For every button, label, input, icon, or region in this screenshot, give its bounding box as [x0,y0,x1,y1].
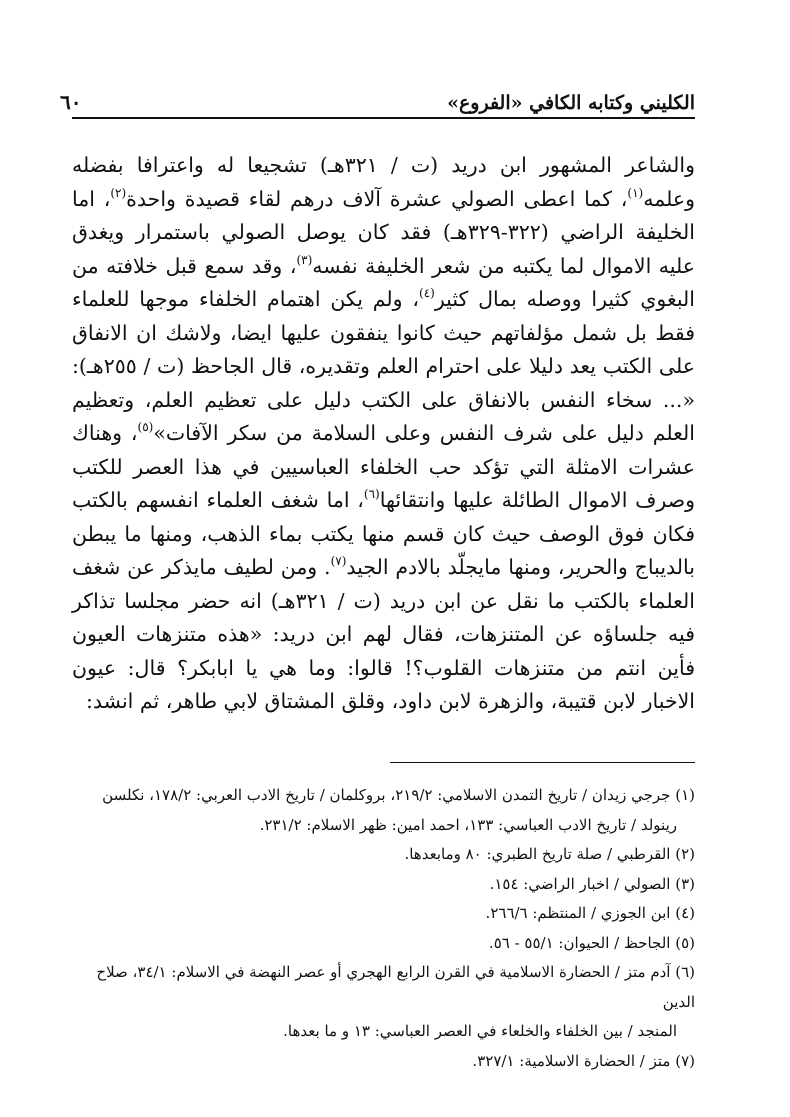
footnote-ref-5: (٥) [137,420,154,434]
footnote-ref-7: (٧) [330,554,347,568]
body-text-run: ، اما الخليفة الراضي (٣٢٢-٣٢٩هـ) فقد كان يوصل الصولي باستمرار ويغدق عليه الاموال لما يكتبه من شعر الخليفة نفسه [72,186,695,278]
footnote-ref-6: (٦) [363,487,380,501]
footnote-item [72,958,695,1047]
page-number: ٦٠ [60,90,82,114]
footnote-divider [390,762,695,763]
body-text-run: ، ولم يكن اهتمام الخلفاء موجها للعلماء فقط بل شمل مؤلفاتهم حيث كانوا ينفقون عليها ايضا، ولاشك ان الانفاق على الكتب يعد دليلا على احترام العلم وتقديره، قال الجاحظ (ت / ٢٥٥هـ): «... سخاء النفس بالانفاق على الكتب دليل على تعظيم العلم، وتعظيم العلم دليل على شرف النفس وعلى السلامة من سكر الآفات» [72,287,696,445]
footnote-ref-1: (١) [627,185,644,200]
footnote-list [72,781,695,1076]
body-text-run: ، كما اعطى الصولي عشرة آلاف درهم لقاء قصيدة واحدة [126,186,628,211]
body-text-run: . ومن لطيف مايذكر عن شغف العلماء بالكتب ما نقل عن ابن دريد (ت / ٣٢١هـ) انه حضر مجلسا تذاكر فيه جلساؤه عن المتنزهات، فقال لهم ابن دريد: «هذه متنزهات العيون فأين انتم من متنزهات القلوب؟! قالوا: وما هي يا ابابكر؟ قال: عيون الاخبار لابن قتيبة، والزهرة لابن داود، وقلق المشتاق لابي طاهر، ثم انشد: [72,555,695,713]
body-text-run: والشاعر المشهور ابن دريد (ت / ٣٢١هـ) تشجيعا له واعترافا بفضله وعلمه [72,153,695,211]
body-text-run: ، وقد سمع قبل خلافته من البغوي كثيرا ووصله بمال كثير [72,253,695,311]
running-title: الكليني وكتابه الكافي «الفروع» [447,92,695,114]
footnote-item [72,899,695,929]
footnote-text: (٤) ابن الجوزي / المنتظم: ٢٦٦/٦. [485,904,695,922]
body-text-run: ، وهناك عشرات الامثلة التي تؤكد حب الخلفاء العباسيين في هذا العصر للكتب وصرف الاموال الطائلة عليها وانتقائها [72,421,696,512]
footnote-item [72,1047,695,1077]
page-header [60,84,695,114]
body-text-run: ، اما شغف العلماء انفسهم بالكتب فكان فوق الوصف حيث كان قسم منها يكتب بماء الذهب، ومنها ما يبطن بالديباج والحرير، ومنها مايجلّد بالادم الجيد [72,488,695,579]
body-paragraph [72,149,695,719]
footnote-text: (٥) الجاحظ / الحيوان: ٥٥/١ - ٥٦. [488,933,695,952]
footnote-ref-3: (٣) [296,252,313,267]
footnote-continuation: رينولد / تاريخ الادب العباسي: ١٣٣، احمد امين: ظهر الاسلام: ٢٣١/٢. [259,815,677,834]
footnote-ref-4: (٤) [419,286,435,300]
footnote-text: (٧) متز / الحضارة الاسلامية: ٣٢٧/١. [472,1051,695,1070]
footnote-continuation: المنجد / بين الخلفاء والخلعاء في العصر العباسي: ١٣ و ما بعدها. [283,1022,677,1040]
footnote-ref-2: (٢) [110,185,127,200]
footnote-item [72,929,695,959]
header-divider [72,117,695,119]
footnote-text: (٢) القرطبي / صلة تاريخ الطبري: ٨٠ ومابعدها. [404,845,695,863]
footnote-item [72,870,695,900]
footnote-item [72,781,695,840]
footnote-text: (١) جرجي زيدان / تاريخ التمدن الاسلامي: ٢١٩/٢، بروكلمان / تاريخ الادب العربي: ١٧٨/٢، نكلسن [102,786,695,804]
footnote-item [72,840,695,870]
footnote-text: (٣) الصولي / اخبار الراضي: ١٥٤. [489,874,695,893]
footnote-text: (٦) آدم متز / الحضارة الاسلامية في القرن الرابع الهجري أو عصر النهضة في الاسلام: ٣٤/١، صلاح الدين [96,963,695,1011]
